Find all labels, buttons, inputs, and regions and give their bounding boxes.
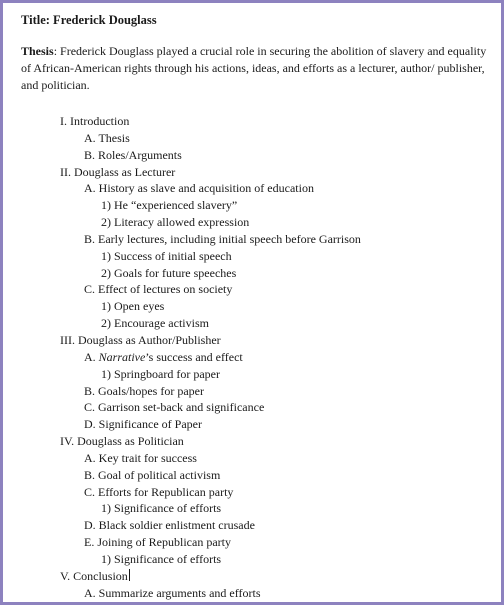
outline-text: A. Summarize arguments and efforts	[84, 585, 261, 600]
outline-text: B. Early lectures, including initial speech before Garrison	[84, 231, 361, 246]
outline-text: I. Introduction	[60, 114, 130, 128]
outline-detail	[21, 551, 497, 568]
outline-subpoint	[21, 450, 497, 467]
outline-text: D. Black soldier enlistment crusade	[84, 518, 255, 533]
outline-text: 2) Goals for future speeches	[101, 265, 237, 280]
outline-subpoint	[21, 585, 497, 602]
outline-text: IV. Douglass as Politician	[60, 434, 184, 449]
outline-section	[21, 568, 497, 585]
outline-subpoint	[21, 231, 497, 248]
outline-text: 1) Significance of efforts	[101, 551, 222, 566]
outline-subpoint	[21, 517, 497, 534]
outline-detail	[21, 248, 497, 265]
outline-text: C. Effect of lectures on society	[84, 282, 233, 297]
outline-text: B. Goals/hopes for paper	[84, 383, 204, 398]
outline-text: 1) Springboard for paper	[101, 366, 220, 381]
outline-detail	[21, 315, 497, 332]
outline-text: A. History as slave and acquisition of education	[84, 181, 314, 196]
outline-text: 1) He “experienced slavery”	[101, 198, 238, 213]
outline-text: C. Garrison set-back and significance	[84, 400, 265, 415]
outline-text: 1) Significance of efforts	[101, 501, 222, 516]
outline-subpoint	[21, 534, 497, 551]
outline-text: A. Key trait for success	[84, 450, 197, 465]
outline-subpoint	[21, 281, 497, 298]
outline-section	[21, 332, 497, 349]
outline-detail	[21, 265, 497, 282]
outline-text: C. Efforts for Republican party	[84, 484, 234, 499]
outline-subpoint	[21, 467, 497, 484]
outline-section	[21, 433, 497, 450]
outline-subpoint	[21, 180, 497, 197]
outline-text: II. Douglass as Lecturer	[60, 164, 176, 179]
document-title: Title: Frederick Douglass	[21, 13, 157, 27]
thesis-paragraph	[21, 43, 491, 94]
thesis-lead: Thesis	[21, 44, 54, 58]
outline-subpoint	[21, 349, 497, 366]
outline-text: B. Goal of political activism	[84, 467, 221, 482]
outline-text: ’s success and effect	[145, 349, 243, 364]
outline-subpoint	[21, 383, 497, 400]
outline-subpoint	[21, 147, 497, 164]
outline-italic-title: Narrative	[98, 349, 146, 364]
outline-text: 1) Open eyes	[101, 299, 165, 314]
document-body[interactable]	[21, 12, 497, 600]
outline-section	[21, 164, 497, 181]
outline-text: E. Joining of Republican party	[84, 535, 231, 550]
thesis-text: : Frederick Douglass played a crucial role in securing the abolition of slavery and equality of African-American rights through his actions, ideas, and efforts as a lecturer, author/ publisher, and politician.	[21, 44, 487, 92]
outline-text: 2) Literacy allowed expression	[101, 215, 250, 230]
outline-section	[21, 113, 497, 130]
outline-detail	[21, 500, 497, 517]
outline-text: 2) Encourage activism	[101, 316, 209, 331]
outline-text: III. Douglass as Author/Publisher	[60, 332, 221, 347]
outline-prefix: A.	[84, 349, 99, 364]
text-cursor	[129, 569, 130, 581]
outline-text: 1) Success of initial speech	[101, 248, 232, 263]
outline-text: V. Conclusion	[60, 568, 128, 583]
outline-subpoint	[21, 399, 497, 416]
outline-text: D. Significance of Paper	[84, 417, 202, 432]
outline-detail	[21, 197, 497, 214]
outline-list	[21, 113, 497, 601]
outline-subpoint	[21, 416, 497, 433]
outline-detail	[21, 366, 497, 383]
outline-subpoint	[21, 484, 497, 501]
outline-subpoint	[21, 130, 497, 147]
outline-text: A. Thesis	[84, 130, 130, 145]
outline-detail	[21, 214, 497, 231]
outline-detail	[21, 298, 497, 315]
outline-text: B. Roles/Arguments	[84, 147, 182, 162]
